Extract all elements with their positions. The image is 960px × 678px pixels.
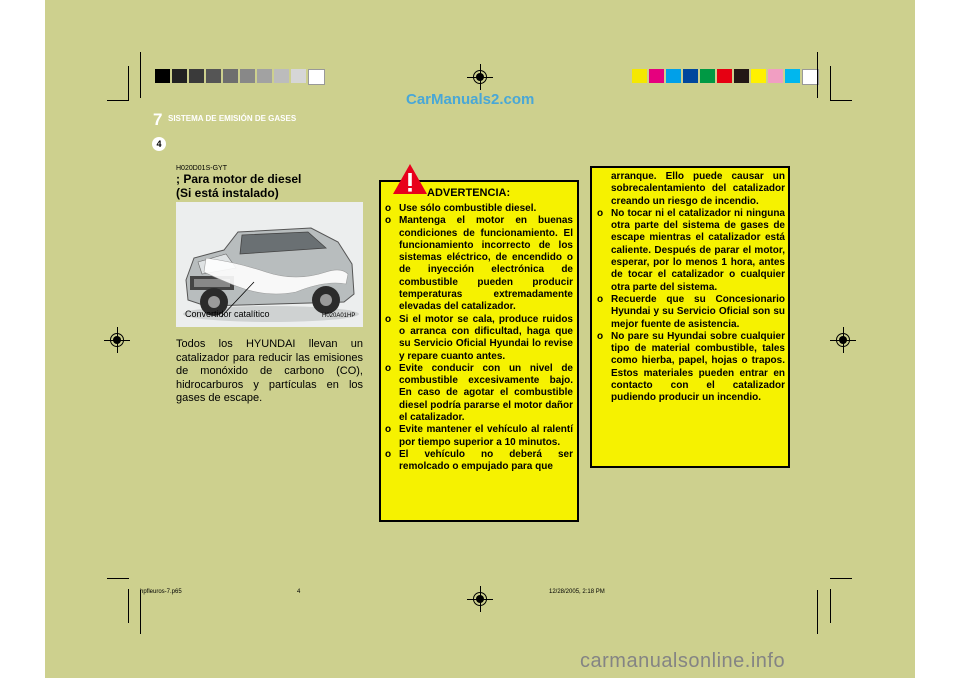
gray-swatch [308,69,325,85]
footer-page: 4 [297,589,301,595]
crop-mark [107,578,129,579]
footer-file: hpfleuros-7.p65 [140,589,182,595]
color-swatch [700,69,715,83]
bullet: o [385,448,392,460]
site-watermark[interactable]: carmanualsonline.info [580,650,786,672]
color-swatch [649,69,664,83]
bullet: o [385,362,392,374]
photo-caption: Convertidor catalítico [185,309,270,319]
registration-mark-icon [833,330,853,350]
warning-item-text: El vehículo no deberá ser remolcado o empujado para que [399,448,573,473]
gray-swatch [240,69,255,83]
gray-swatch [257,69,272,83]
watermark-link[interactable]: CarManuals2.com [406,91,535,108]
page-number-badge: 4 [152,137,166,151]
gray-swatch [172,69,187,83]
bullet: o [597,293,604,305]
crop-mark [830,100,852,101]
warning-item [385,363,573,424]
color-swatch [632,69,647,83]
bullet: o [385,424,392,436]
color-swatch [683,69,698,83]
warning-item [385,314,573,363]
bullet: o [385,313,392,325]
color-swatch [734,69,749,83]
warning-item [597,208,785,294]
footer-timestamp: 12/28/2005, 2:18 PM [549,589,605,595]
warning-item-text: Si el motor se cala, produce ruidos o arranca con dificultad, haga que su Servicio Oficial Hyundai lo revise y repare cuanto antes. [399,313,573,362]
section-heading-line1: ; Para motor de diesel [176,172,302,186]
warning-item-text: Recuerde que su Concesionario Hyundai y su Servicio Oficial son su mejor fuente de asistencia. [611,293,785,330]
warning-item [597,294,785,331]
crop-mark [140,590,141,634]
warning-item-text: Mantenga el motor en buenas condiciones de funcionamiento. El funcionamiento incorrecto de los sistemas eléctrico, de encendido o de inyección electrónica de combustible pueden producir temperaturas extremadamente elevadas del catalizador. [399,215,573,313]
color-swatch [666,69,681,83]
warning-list-col2 [597,171,785,405]
crop-mark [107,100,129,101]
registration-mark-icon [470,589,490,609]
crop-mark [817,590,818,634]
warning-item-text: Use sólo combustible diesel. [399,203,537,214]
bullet: o [385,203,392,214]
warning-continuation: arranque. Ello puede causar un sobrecalentamiento del catalizador creando un riesgo de incendio. [611,171,785,207]
gray-swatch [206,69,221,83]
photo-code: H020A01HP [322,313,356,319]
warning-item [385,424,573,449]
gray-swatch [189,69,204,83]
crop-mark [830,578,852,579]
gray-swatch [291,69,306,83]
crop-mark [817,52,818,98]
warning-item [597,331,785,405]
crop-mark [830,589,831,623]
color-swatch [785,69,800,83]
warning-item-text: Evite mantener el vehículo al ralentí por tiempo superior a 10 minutos. [399,424,573,448]
registration-mark-icon [470,67,490,87]
crop-mark [128,589,129,623]
color-swatch [751,69,766,83]
bullet: o [597,207,604,219]
chapter-title: SISTEMA DE EMISIÓN DE GASES [168,114,297,123]
warning-item-text: No pare su Hyundai sobre cualquier tipo de material combustible, tales como hierba, papel, hojas o trapos. Estos materiales pueden entrar en contacto con el catalizador pudiendo producir un incendio. [611,330,785,404]
gray-swatch [223,69,238,83]
warning-item-text: Evite conducir con un nivel de combustible excesivamente bajo. En caso de agotar el combustible diesel podría pararse el motor dañor el catalizador. [399,362,573,424]
intro-paragraph: Todos los HYUNDAI llevan un catalizador para reducir las emisiones de monóxido de carbono (CO), hidrocarburos y partículas en los gases de escape. [176,338,363,404]
warning-title: ADVERTENCIA: [427,187,511,199]
color-swatch [717,69,732,83]
warning-item [385,449,573,474]
section-code: H020D01S-GYT [176,165,227,172]
gray-swatch [155,69,170,83]
chapter-number: 7 [153,110,163,129]
gray-swatch [274,69,289,83]
bullet: o [385,215,392,227]
bullet: o [597,330,604,342]
warning-items-col2 [597,208,785,405]
section-heading [176,172,301,200]
crop-mark [140,52,141,98]
registration-mark-icon [107,330,127,350]
crop-mark [830,66,831,100]
section-heading-line2: (Si está instalado) [176,186,279,200]
warning-list-col1 [385,203,573,474]
warning-item-text: No tocar ni el catalizador ni ninguna otra parte del sistema de gases de escape mientras el catalizador está caliente. Después de parar el motor, esperar, por lo menos 1 hora, antes de tocar el catalizador o cualquier otra parte del sistema. [611,207,785,293]
color-swatch [768,69,783,83]
warning-item [385,203,573,215]
crop-mark [128,66,129,100]
warning-triangle-icon [392,163,428,195]
warning-item [385,215,573,313]
